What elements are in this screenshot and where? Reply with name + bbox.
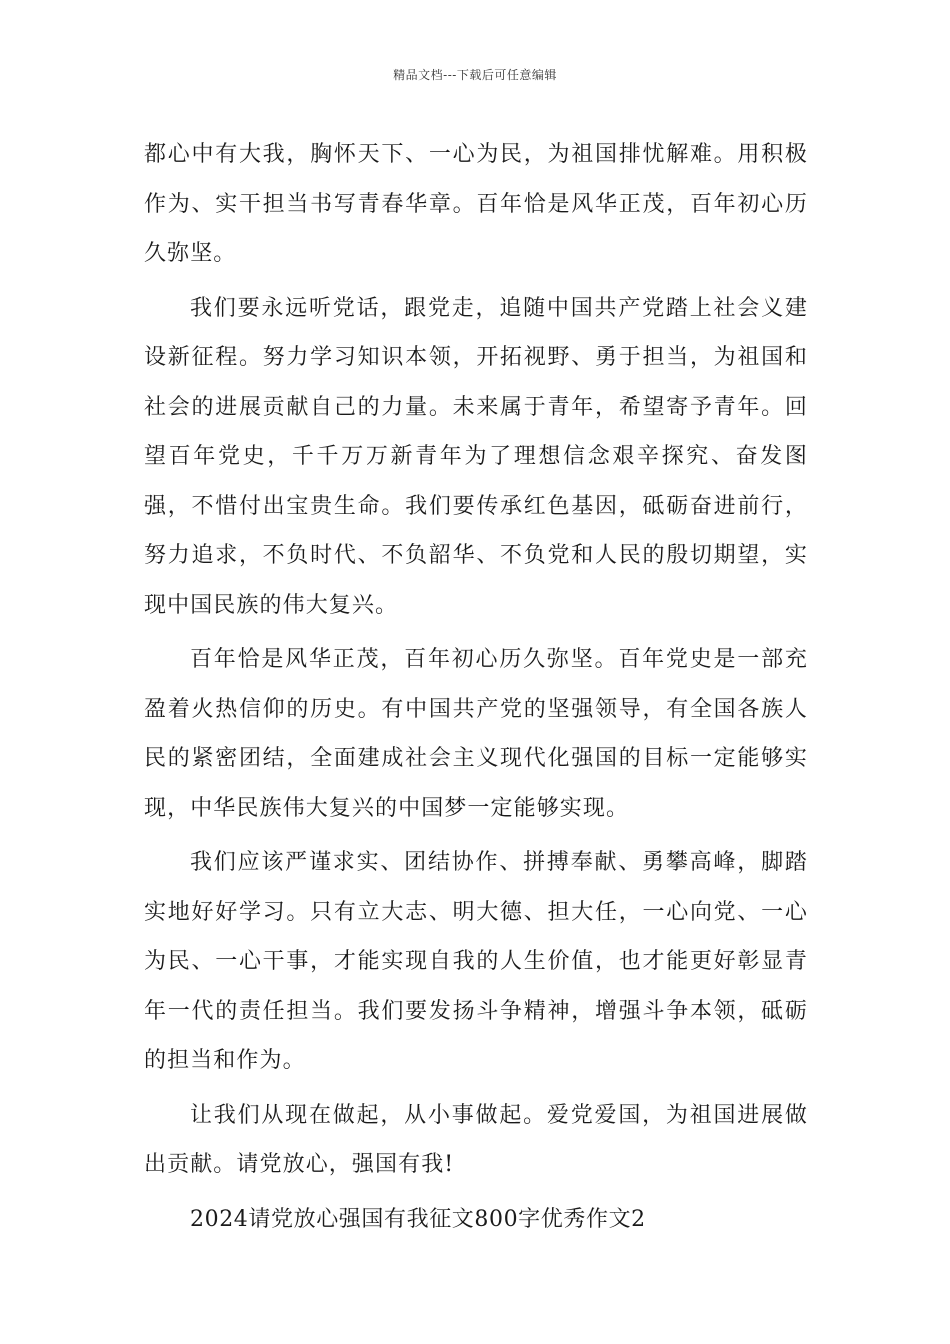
paragraph: 让我们从现在做起，从小事做起。爱党爱国，为祖国进展做出贡献。请党放心，强国有我! <box>144 1102 808 1177</box>
paragraph: 百年恰是风华正茂，百年初心历久弥坚。百年党史是一部充盈着火热信仰的历史。有中国共产党的坚强领导，有全国各族人民的紧密团结，全面建成社会主义现代化强国的目标一定能够实现，中华民族伟大复兴的中国梦一定能够实现。 <box>144 647 808 821</box>
paragraph: 我们要永远听党话，跟党走，追随中国共产党踏上社会义建设新征程。努力学习知识本领，开拓视野、勇于担当，为祖国和社会的进展贡献自己的力量。未来属于青年，希望寄予青年。回望百年党史，千千万万新青年为了理想信念艰辛探究、奋发图强，不惜付出宝贵生命。我们要传承红色基因，砥砺奋进前行，努力追求，不负时代、不负韶华、不负党和人民的殷切期望，实现中国民族的伟大复兴。 <box>144 295 808 618</box>
document-body <box>144 130 808 1249</box>
page-header: 精品文档---下载后可任意编辑 <box>393 68 557 82</box>
paragraph: 我们应该严谨求实、团结协作、拼搏奉献、勇攀高峰，脚踏实地好好学习。只有立大志、明大德、担大任，一心向党、一心为民、一心干事，才能实现自我的人生价值，也才能更好彰显青年一代的责任担当。我们要发扬斗争精神，增强斗争本领，砥砺的担当和作为。 <box>144 850 808 1073</box>
section-title: 2024请党放心强国有我征文800字优秀作文2 <box>190 1206 646 1232</box>
paragraph-continuation: 都心中有大我，胸怀天下、一心为民，为祖国排忧解难。用积极作为、实干担当书写青春华章。百年恰是风华正茂，百年初心历久弥坚。 <box>144 142 808 266</box>
